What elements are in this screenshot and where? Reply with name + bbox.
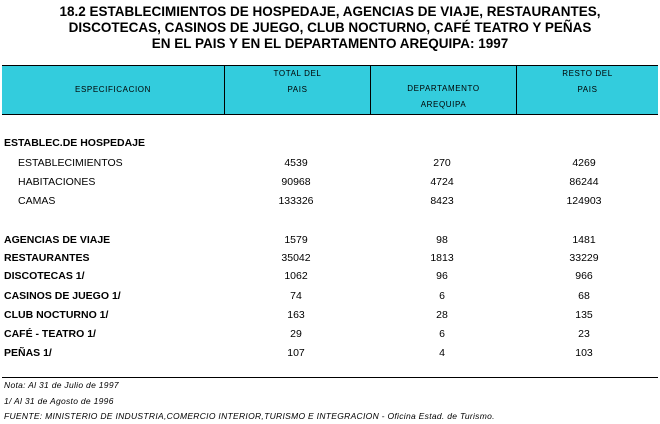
row-label: DISCOTECAS 1/ xyxy=(4,270,85,282)
header-resto-line1: RESTO DEL xyxy=(562,69,613,78)
header-especificacion xyxy=(2,66,224,114)
value-resto-pais: 68 xyxy=(578,290,590,302)
row-label: CAFÉ - TEATRO 1/ xyxy=(4,328,96,340)
table-header xyxy=(2,65,658,115)
value-arequipa: 28 xyxy=(436,309,448,321)
value-arequipa: 98 xyxy=(436,234,448,246)
header-dep-line1: DEPARTAMENTO xyxy=(407,84,480,93)
note-fuente: FUENTE: MINISTERIO DE INDUSTRIA,COMERCIO INTERIOR,TURISMO E INTEGRACION - Oficina Estad. de Turismo. xyxy=(4,411,495,421)
header-total-line2: PAIS xyxy=(287,85,308,94)
table-row xyxy=(0,155,660,171)
table-row xyxy=(0,326,660,342)
row-label: CAMAS xyxy=(18,195,56,207)
value-arequipa: 8423 xyxy=(430,195,454,207)
note-nota: Nota: Al 31 de Julio de 1997 xyxy=(4,380,119,390)
value-total-pais: 133326 xyxy=(278,195,314,207)
value-arequipa: 1813 xyxy=(430,252,454,264)
value-total-pais: 4539 xyxy=(284,157,308,169)
value-total-pais: 107 xyxy=(287,347,305,359)
value-resto-pais: 86244 xyxy=(569,176,599,188)
section-hospedaje: ESTABLEC.DE HOSPEDAJE xyxy=(4,137,145,149)
value-resto-pais: 1481 xyxy=(572,234,596,246)
value-resto-pais: 966 xyxy=(575,270,593,282)
value-arequipa: 4724 xyxy=(430,176,454,188)
table-row xyxy=(0,250,660,266)
value-resto-pais: 103 xyxy=(575,347,593,359)
value-resto-pais: 4269 xyxy=(572,157,596,169)
row-label: RESTAURANTES xyxy=(4,252,90,264)
value-total-pais: 1579 xyxy=(284,234,308,246)
value-resto-pais: 33229 xyxy=(569,252,599,264)
row-label: CASINOS DE JUEGO 1/ xyxy=(4,290,121,302)
title-line-2: DISCOTECAS, CASINOS DE JUEGO, CLUB NOCTURNO, CAFÉ TEATRO Y PEÑAS xyxy=(68,20,592,35)
header-spec-label: ESPECIFICACION xyxy=(75,85,151,94)
table-row xyxy=(0,232,660,248)
header-departamento-arequipa xyxy=(370,66,516,114)
title-line-3: EN EL PAIS Y EN EL DEPARTAMENTO AREQUIPA: 1997 xyxy=(151,36,509,51)
value-total-pais: 90968 xyxy=(281,176,311,188)
header-dep-line2: AREQUIPA xyxy=(420,100,467,109)
value-arequipa: 4 xyxy=(439,347,445,359)
table-row xyxy=(0,268,660,284)
value-arequipa: 6 xyxy=(439,328,445,340)
table-row xyxy=(0,193,660,209)
header-resto-line2: PAIS xyxy=(577,85,598,94)
value-arequipa: 6 xyxy=(439,290,445,302)
table-row xyxy=(0,288,660,304)
table-bottom-rule xyxy=(2,377,658,378)
value-arequipa: 270 xyxy=(433,157,451,169)
row-label: PEÑAS 1/ xyxy=(4,347,52,359)
value-resto-pais: 135 xyxy=(575,309,593,321)
table-row xyxy=(0,174,660,190)
row-label: HABITACIONES xyxy=(18,176,96,188)
header-total-line1: TOTAL DEL xyxy=(273,69,322,78)
value-total-pais: 29 xyxy=(290,328,302,340)
value-arequipa: 96 xyxy=(436,270,448,282)
note-1: 1/ Al 31 de Agosto de 1996 xyxy=(4,396,114,406)
value-total-pais: 74 xyxy=(290,290,302,302)
row-label: ESTABLECIMIENTOS xyxy=(18,157,123,169)
title-line-1: 18.2 ESTABLECIMIENTOS DE HOSPEDAJE, AGENCIAS DE VIAJE, RESTAURANTES, xyxy=(59,4,601,19)
value-resto-pais: 124903 xyxy=(566,195,602,207)
row-label: CLUB NOCTURNO 1/ xyxy=(4,309,109,321)
row-label: AGENCIAS DE VIAJE xyxy=(4,234,111,246)
value-resto-pais: 23 xyxy=(578,328,590,340)
table-row xyxy=(0,345,660,361)
value-total-pais: 35042 xyxy=(281,252,311,264)
table-row xyxy=(0,307,660,323)
table-title xyxy=(0,4,660,52)
value-total-pais: 163 xyxy=(287,309,305,321)
value-total-pais: 1062 xyxy=(284,270,308,282)
header-resto-pais xyxy=(516,66,658,114)
header-total-pais xyxy=(224,66,370,114)
